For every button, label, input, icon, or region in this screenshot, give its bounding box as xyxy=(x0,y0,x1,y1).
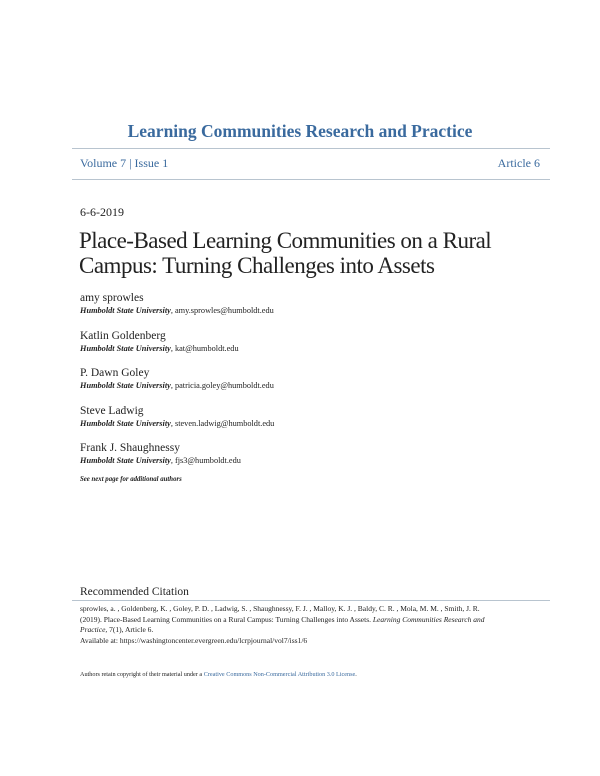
author-institution: Humboldt State University xyxy=(80,456,171,465)
author-name: P. Dawn Goley xyxy=(80,367,150,379)
author-email: , amy.sprowles@humboldt.edu xyxy=(170,306,274,315)
author-entry xyxy=(80,405,540,443)
volume-link[interactable]: Volume 7 xyxy=(80,156,127,170)
journal-title[interactable]: Learning Communities Research and Practice xyxy=(127,121,473,141)
author-entry xyxy=(80,442,540,480)
citation-title-line xyxy=(80,615,540,626)
rights-end: . xyxy=(355,671,357,678)
author-name: amy sprowles xyxy=(80,292,144,304)
author-email: , kat@humboldt.edu xyxy=(170,343,239,353)
author-affiliation xyxy=(80,418,540,429)
see-next-page-note: See next page for additional authors xyxy=(80,476,182,483)
header-divider xyxy=(72,148,550,149)
recommended-citation-heading: Recommended Citation xyxy=(80,586,189,598)
author-institution: Humboldt State University xyxy=(80,381,171,390)
article-title: Place-Based Learning Communities on a Rural Campus: Turning Challenges into Assets xyxy=(79,228,492,278)
citation-journal-cont: Practice, xyxy=(80,625,108,634)
author-affiliation xyxy=(80,305,540,316)
citation-divider xyxy=(72,600,550,601)
publication-date: 6-6-2019 xyxy=(80,205,124,219)
author-institution: Humboldt State University xyxy=(80,306,171,315)
author-entry xyxy=(80,367,540,405)
author-name: Steve Ladwig xyxy=(80,404,144,417)
author-affiliation xyxy=(80,380,540,391)
rights-text: Authors retain copyright of their material under a xyxy=(80,671,203,678)
citation-text xyxy=(80,604,540,646)
citation-volume-line xyxy=(80,625,540,636)
volume-issue xyxy=(80,156,168,171)
license-link[interactable]: Creative Commons Non-Commercial Attribution 3.0 License xyxy=(203,671,356,678)
author-email: , steven.ladwig@humboldt.edu xyxy=(170,418,275,428)
author-institution: Humboldt State University xyxy=(80,418,171,428)
citation-url[interactable]: Available at: https://washingtoncenter.evergreen.edu/lcrpjournal/vol7/iss1/6 xyxy=(80,635,308,645)
citation-authors: sprowles, a. , Goldenberg, K. , Goley, P. D. , Ladwig, S. , Shaughnessy, F. J. , Malloy, K. J. , Baldy, C. R. , Mola, M. M. , Smith, J. R. xyxy=(80,604,480,613)
citation-journal: Learning Communities Research and xyxy=(372,614,485,624)
article-number-link[interactable]: Article 6 xyxy=(497,156,540,170)
issue-divider xyxy=(72,179,550,180)
issue-link[interactable]: Issue 1 xyxy=(134,156,169,170)
author-name: Frank J. Shaughnessy xyxy=(80,442,180,454)
author-email: , fjs3@humboldt.edu xyxy=(170,456,241,465)
author-entry xyxy=(80,292,540,330)
author-entry xyxy=(80,330,540,368)
rights-statement xyxy=(80,671,357,678)
author-list xyxy=(80,292,540,480)
volume-issue-separator: | xyxy=(129,156,132,170)
author-name: Katlin Goldenberg xyxy=(80,329,166,342)
author-affiliation xyxy=(80,343,540,354)
author-email: , patricia.goley@humboldt.edu xyxy=(170,381,274,390)
author-affiliation xyxy=(80,455,540,466)
author-institution: Humboldt State University xyxy=(80,343,171,353)
citation-title: (2019). Place-Based Learning Communities on a Rural Campus: Turning Challenges into Assets. xyxy=(80,614,372,624)
citation-volume: 7(1), Article 6. xyxy=(109,625,154,634)
